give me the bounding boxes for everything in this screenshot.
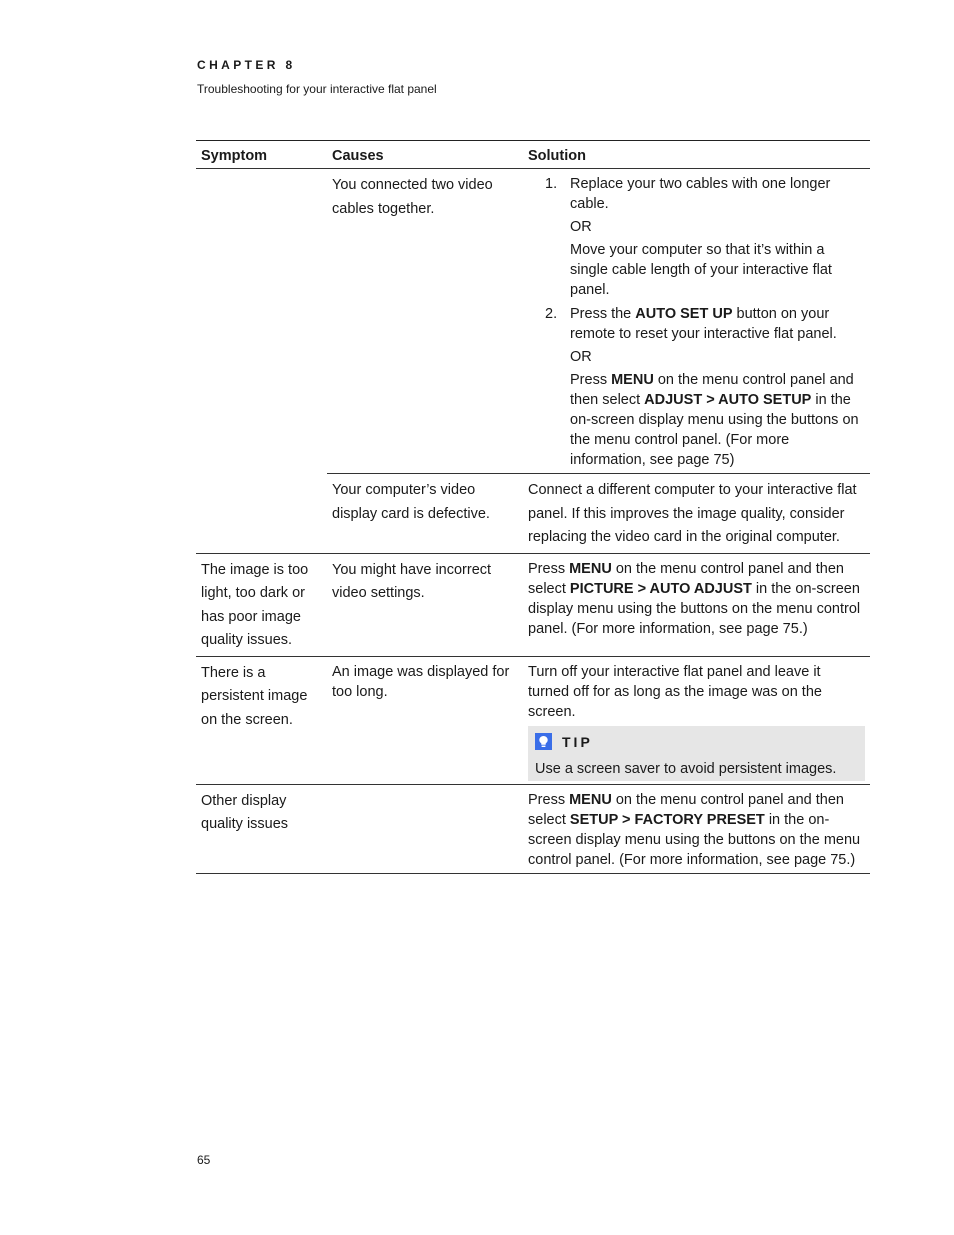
lightbulb-icon bbox=[535, 733, 552, 750]
step-number: 2. bbox=[545, 306, 558, 322]
table-row bbox=[196, 553, 870, 656]
symptom-cell: Other display quality issues bbox=[196, 784, 327, 873]
solution-cell: Press MENU on the menu control panel and then select PICTURE > AUTO ADJUST in the on-screen display menu using the buttons on the menu control panel. (For more information, see page 75.) bbox=[523, 553, 870, 656]
cause-cell: You might have incorrect video settings. bbox=[327, 553, 523, 656]
step-text: Replace your two cables with one longer cable. bbox=[570, 176, 831, 212]
tip-label: TIP bbox=[562, 733, 593, 750]
tip-header bbox=[535, 732, 858, 752]
cause-cell: Your computer’s video display card is defective. bbox=[327, 474, 523, 554]
chapter-label: CHAPTER 8 bbox=[197, 58, 296, 72]
solution-cell: Press MENU on the menu control panel and then select SETUP > FACTORY PRESET in the on-screen display menu using the buttons on the menu control panel. (For more information, see page 75.) bbox=[523, 784, 870, 873]
solution-cell: Connect a different computer to your interactive flat panel. If this improves the image quality, consider replacing the video card in the original computer. bbox=[523, 474, 870, 554]
solution-cell bbox=[523, 169, 870, 474]
page-number: 65 bbox=[197, 1153, 211, 1167]
table-row bbox=[196, 784, 870, 873]
symptom-cell: The image is too light, too dark or has poor image quality issues. bbox=[196, 553, 327, 656]
symptom-cell bbox=[196, 169, 327, 554]
cause-cell: An image was displayed for too long. bbox=[327, 656, 523, 784]
cause-cell: You connected two video cables together. bbox=[327, 169, 523, 474]
troubleshooting-table bbox=[196, 140, 870, 874]
symptom-cell: There is a persistent image on the screen. bbox=[196, 656, 327, 784]
tip-box bbox=[528, 726, 865, 781]
table-row bbox=[196, 169, 870, 474]
column-header-solution: Solution bbox=[523, 141, 870, 169]
solution-cell bbox=[523, 656, 870, 784]
solution-text: Turn off your interactive flat panel and leave it turned off for as long as the image was on the screen. bbox=[528, 663, 822, 720]
column-header-symptom: Symptom bbox=[196, 141, 327, 169]
step-alternative: Move your computer so that it’s within a single cable length of your interactive flat panel. bbox=[570, 242, 832, 298]
or-label: OR bbox=[570, 219, 592, 235]
step-number: 1. bbox=[545, 176, 558, 192]
step-item bbox=[528, 174, 865, 300]
solution-steps bbox=[528, 174, 865, 470]
column-header-causes: Causes bbox=[327, 141, 523, 169]
table-row bbox=[196, 656, 870, 784]
step-text: Press the AUTO SET UP button on your remote to reset your interactive flat panel. bbox=[570, 306, 837, 342]
step-alternative: Press MENU on the menu control panel and then select ADJUST > AUTO SETUP in the on-screen display menu using the buttons on the menu control panel. (For more information, see page 75) bbox=[570, 372, 859, 468]
or-label: OR bbox=[570, 349, 592, 365]
chapter-subtitle: Troubleshooting for your interactive flat panel bbox=[197, 82, 437, 96]
tip-text: Use a screen saver to avoid persistent images. bbox=[535, 760, 837, 777]
table-header-row bbox=[196, 141, 870, 169]
cause-cell bbox=[327, 784, 523, 873]
step-item bbox=[528, 304, 865, 470]
